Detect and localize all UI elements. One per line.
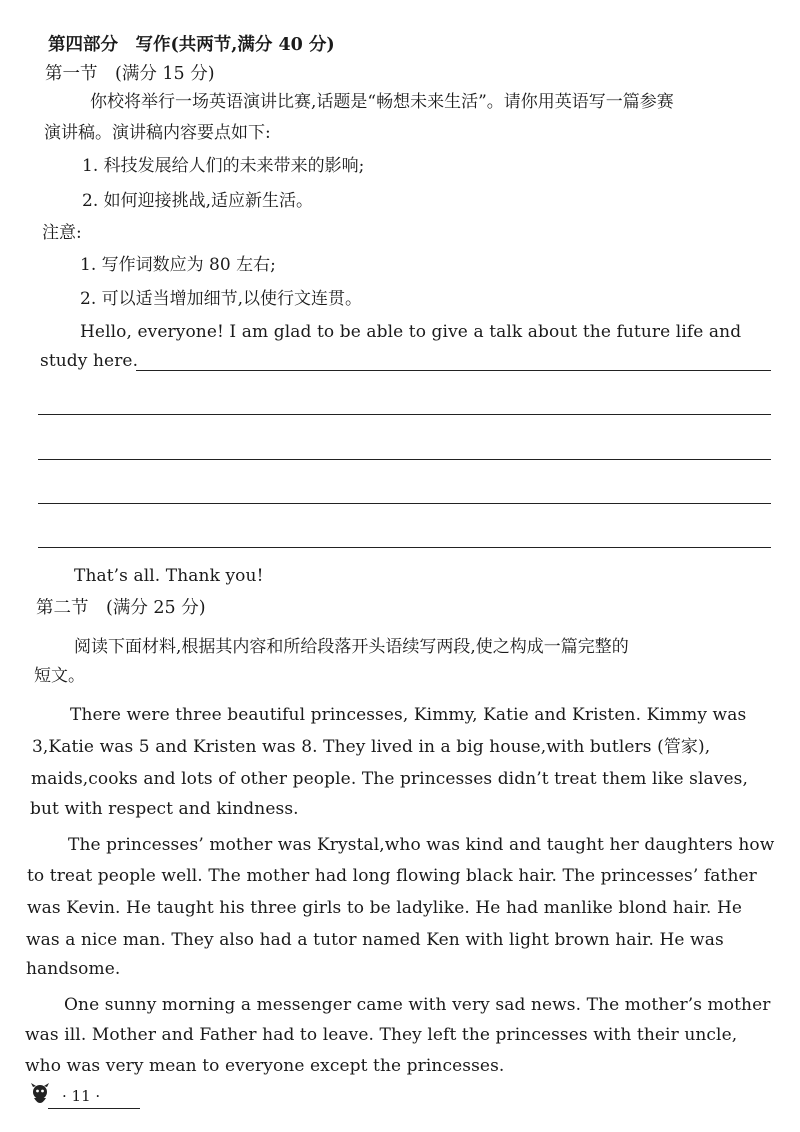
footer-rule bbox=[48, 1108, 140, 1109]
essay-opening-line2: study here. bbox=[40, 351, 139, 371]
story-para1-line: There were three beautiful princesses, Kimmy, Katie and Kristen. Kimmy was bbox=[70, 705, 747, 725]
story-para3-line: One sunny morning a messenger came with very sad news. The mother’s mother bbox=[64, 995, 771, 1015]
story-para2-line: was a nice man. They also had a tutor named Ken with light brown hair. He was bbox=[26, 930, 724, 950]
section2-prompt-line1: 阅读下面材料,根据其内容和所给段落开头语续写两段,使之构成一篇完整的 bbox=[74, 637, 629, 657]
section1-title: 第一节 (满分 15 分) bbox=[45, 64, 215, 84]
notes-label: 注意: bbox=[42, 223, 82, 243]
story-para2-line: was Kevin. He taught his three girls to be ladylike. He had manlike blond hair. He bbox=[27, 898, 743, 918]
writing-line bbox=[38, 503, 771, 504]
section1-point-2: 2. 如何迎接挑战,适应新生活。 bbox=[82, 191, 314, 211]
note-2: 2. 可以适当增加细节,以使行文连贯。 bbox=[80, 289, 363, 309]
essay-opening-line1: Hello, everyone! I am glad to be able to give a talk about the future life and bbox=[80, 322, 742, 342]
writing-line bbox=[38, 414, 771, 415]
story-para2-line: The princesses’ mother was Krystal,who was kind and taught her daughters how bbox=[68, 835, 775, 855]
section2-prompt-line2: 短文。 bbox=[34, 666, 85, 686]
writing-line bbox=[136, 370, 771, 371]
writing-line bbox=[38, 547, 771, 548]
story-para2-line: to treat people well. The mother had long flowing black hair. The princesses’ father bbox=[27, 866, 757, 886]
writing-line bbox=[38, 459, 771, 460]
section1-prompt-line1: 你校将举行一场英语演讲比赛,话题是“畅想未来生活”。请你用英语写一篇参赛 bbox=[90, 92, 674, 112]
story-para1-line: maids,cooks and lots of other people. The princesses didn’t treat them like slaves, bbox=[31, 769, 748, 789]
story-para1-line: but with respect and kindness. bbox=[30, 799, 299, 819]
mascot-icon bbox=[28, 1082, 52, 1108]
story-para2-line: handsome. bbox=[26, 959, 121, 979]
story-para3-line: was ill. Mother and Father had to leave. They left the princesses with their uncle, bbox=[25, 1025, 738, 1045]
part-title: 第四部分 写作(共两节,满分 40 分) bbox=[48, 35, 335, 55]
story-para1-line: 3,Katie was 5 and Kristen was 8. They lived in a big house,with butlers (管家), bbox=[32, 737, 711, 757]
section2-title: 第二节 (满分 25 分) bbox=[36, 598, 206, 618]
essay-closing: That’s all. Thank you! bbox=[74, 566, 264, 586]
section1-point-1: 1. 科技发展给人们的未来带来的影响; bbox=[82, 156, 365, 176]
note-1: 1. 写作词数应为 80 左右; bbox=[80, 255, 276, 275]
story-para3-line: who was very mean to everyone except the princesses. bbox=[25, 1056, 505, 1076]
page-number: · 11 · bbox=[62, 1087, 101, 1105]
section1-prompt-line2: 演讲稿。演讲稿内容要点如下: bbox=[44, 123, 271, 143]
